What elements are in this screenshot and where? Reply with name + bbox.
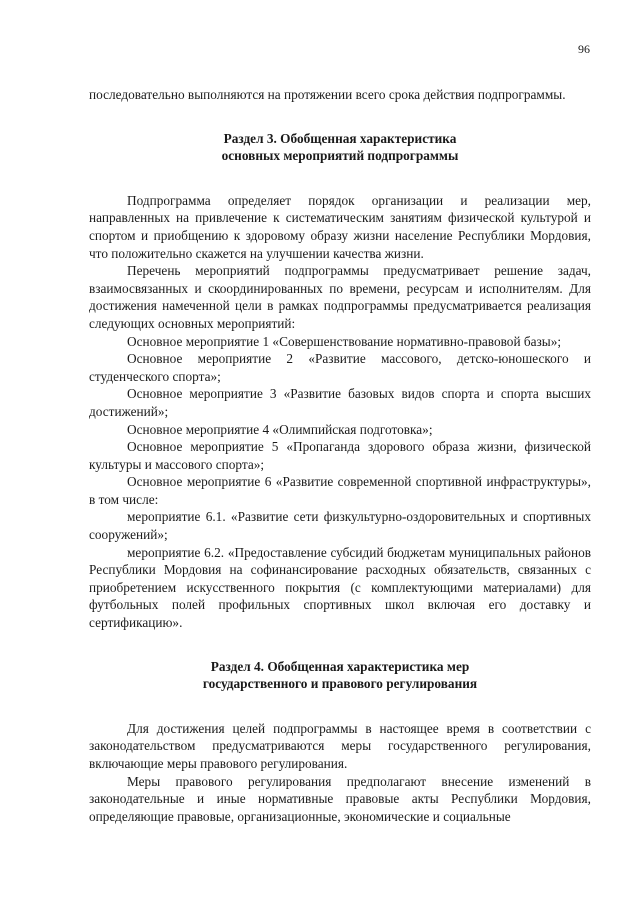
section3-paragraph: Перечень мероприятий подпрограммы предусматривает решение задач, взаимосвязанных и скоординированных по времени, ресурсам и исполнителям. Для достижения намеченной цели в рамках подпрограммы предусматривается реализация следующих основных мероприятий: [89,263,591,331]
main-activity-item: Основное мероприятие 6 «Развитие современной спортивной инфраструктуры», в том числе: [89,474,591,507]
section4-heading [89,658,591,693]
section3-heading-line2: основных мероприятий подпрограммы [221,148,459,164]
section3-heading [89,130,591,165]
section3-paragraph: Подпрограмма определяет порядок организации и реализации мер, направленных на привлечение к систематическим занятиям физической культурой и спортом и приобщению к здоровому образу жизни население Республики Мордовия, что положительно скажется на улучшении качества жизни. [89,192,591,261]
main-activity-item: Основное мероприятие 5 «Пропаганда здорового образа жизни, физической культуры и массового спорта»; [89,439,591,472]
section4-heading-line2: государственного и правового регулирования [202,676,478,692]
section4-paragraph: Меры правового регулирования предполагают внесение изменений в законодательные и иные нормативные правовые акты Республики Мордовия, определяющие правовые, организационные, экономические и социальные [89,773,591,824]
section4-heading-line1: Раздел 4. Обобщенная характеристика мер [210,658,470,674]
main-activity-item: Основное мероприятие 1 «Совершенствование нормативно-правовой базы»; [127,333,562,349]
main-activity-item: Основное мероприятие 4 «Олимпийская подготовка»; [127,421,433,437]
sub-activity-item: мероприятие 6.1. «Развитие сети физкультурно-оздоровительных и спортивных сооружений»; [89,509,591,543]
page-body [89,86,591,825]
sub-activity-item: мероприятие 6.2. «Предоставление субсидий бюджетам муниципальных районов Республики Мордовия на софинансирование расходных обязательств, связанных с приобретением искусственного покрытия (с комплектующими материалами) для футбольных полей профильных спортивных школ включая его доставку и сертификацию». [89,544,591,631]
intro-paragraph: последовательно выполняются на протяжении всего срока действия подпрограммы. [89,87,566,102]
section3-heading-line1: Раздел 3. Обобщенная характеристика [223,130,457,146]
page-number: 96 [578,42,590,56]
main-activity-item: Основное мероприятие 3 «Развитие базовых видов спорта и спорта высших достижений»; [89,386,591,419]
section4-paragraph: Для достижения целей подпрограммы в настоящее время в соответствии с законодательством предусматриваются меры государственного регулирования, включающие меры правового регулирования. [89,720,591,771]
main-activity-item: Основное мероприятие 2 «Развитие массового, детско-юношеского и студенческого спорта»; [89,351,591,384]
